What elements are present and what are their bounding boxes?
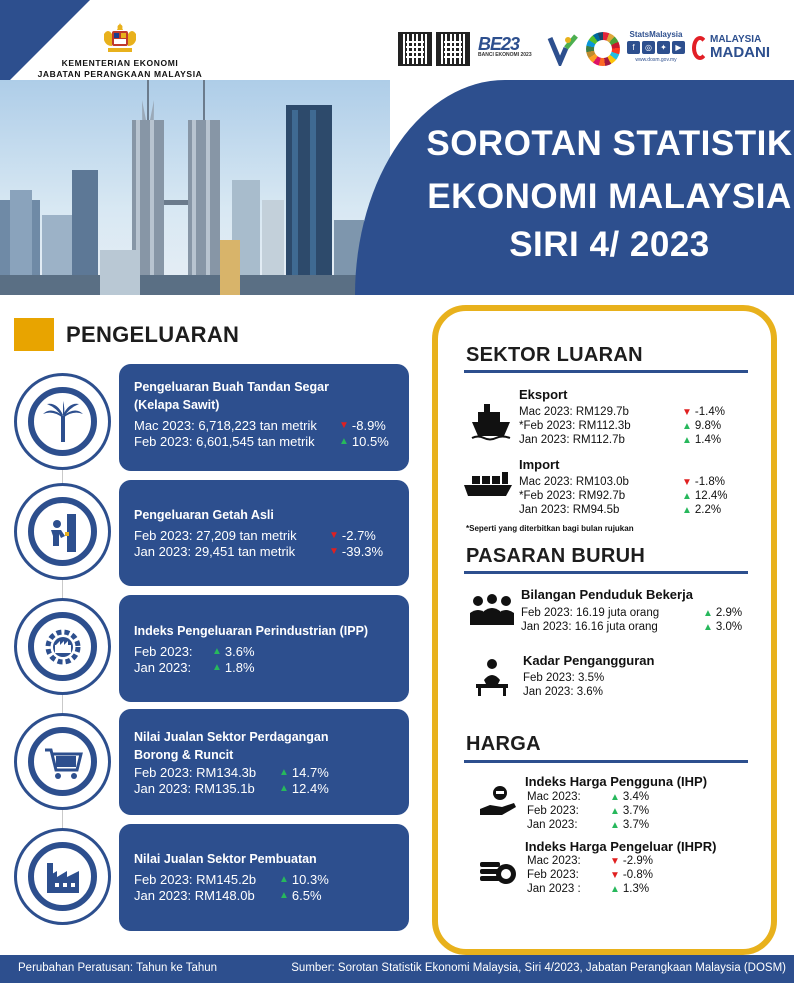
up-arrow-icon: ▲ [682, 421, 692, 432]
bekerja-row-label: Feb 2023: 16.19 juta orang [521, 607, 660, 619]
qr-code-icon[interactable] [398, 32, 432, 66]
row-value: 14.7% [291, 765, 329, 780]
row-label: Feb 2023: 6,601,545 tan metrik [134, 434, 315, 449]
up-arrow-icon: ▲ [610, 792, 620, 803]
retail-icon-badge [14, 713, 111, 810]
twitter-icon[interactable]: ✦ [657, 41, 670, 54]
row-value: 3.6% [224, 644, 255, 659]
madani-line-1: MALAYSIA [710, 34, 762, 45]
ihpr-title: Indeks Harga Pengeluar (IHPR) [525, 839, 717, 854]
import-row-value [682, 503, 721, 518]
card-row [119, 644, 409, 660]
ihp-title: Indeks Harga Pengguna (IHP) [525, 774, 708, 789]
malaysia-crest-icon [100, 22, 140, 56]
facebook-icon[interactable]: f [627, 41, 640, 54]
bekerja-row-label: Jan 2023: 16.16 juta orang [521, 621, 658, 633]
row-value: 1.8% [224, 660, 255, 675]
card-row [119, 765, 409, 781]
row-label: Feb 2023: RM134.3b [134, 765, 257, 780]
ihpr-row-value [610, 868, 653, 883]
row-label: Jan 2023: 29,451 tan metrik [134, 544, 296, 559]
row-value: 12.4% [291, 781, 329, 796]
ipp-icon-badge [14, 598, 111, 695]
footer-bar [0, 955, 794, 983]
section-rule [464, 571, 748, 574]
banci-logo-subtext: BANCI EKONOMI 2023 [478, 52, 532, 58]
card-buah-tandan-segar [119, 364, 409, 471]
up-arrow-icon: ▲ [279, 874, 289, 885]
row-value: -39.3% [341, 544, 384, 559]
gov-line-1: KEMENTERIAN EKONOMI [61, 58, 179, 68]
up-arrow-icon: ▲ [703, 608, 713, 619]
card-heading: Pengeluaran Getah Asli [134, 508, 274, 522]
factory-gear-icon [41, 625, 85, 669]
card-row [119, 888, 409, 904]
ihp-row-value [610, 790, 649, 805]
down-arrow-icon: ▼ [329, 530, 339, 541]
down-arrow-icon: ▼ [610, 856, 620, 867]
sdg-wheel-icon [586, 32, 620, 66]
card-perdagangan [119, 709, 409, 815]
banci-logo-text: BE23 [478, 34, 520, 54]
kl-skyline-image [0, 80, 390, 295]
youtube-icon[interactable]: ▶ [672, 41, 685, 54]
stats-malaysia-text: StatsMalaysia [629, 30, 683, 39]
import-row-label: *Feb 2023: RM92.7b [519, 490, 626, 502]
partner-logo-strip [396, 30, 792, 70]
manufacturing-icon-badge [14, 828, 111, 925]
up-arrow-icon: ▲ [279, 767, 289, 778]
value-text: -0.8% [622, 869, 653, 881]
factory-icon [41, 855, 85, 899]
shopping-cart-icon [41, 740, 85, 784]
skyline-illustration [0, 80, 390, 295]
import-row-value [682, 489, 728, 504]
gov-line-2: JABATAN PERANGKAAN MALAYSIA [37, 69, 203, 79]
card-ipp [119, 595, 409, 702]
title-line-3: SIRI 4/ 2023 [509, 225, 710, 264]
down-arrow-icon: ▼ [610, 870, 620, 881]
bekerja-row-value [703, 620, 742, 635]
value-text: 3.7% [622, 805, 650, 817]
card-heading: Nilai Jualan Sektor Perdagangan [134, 730, 329, 744]
row-label: Mac 2023: 6,718,223 tan metrik [134, 418, 317, 433]
stats-malaysia-logo [624, 30, 688, 63]
card-row [119, 660, 409, 676]
ihp-row-label: Mac 2023: [527, 791, 581, 803]
title-line-2: EKONOMI MALAYSIA [427, 177, 792, 216]
value-text: 9.8% [694, 420, 722, 432]
eksport-row-label: Mac 2023: RM129.7b [519, 406, 629, 418]
bekerja-title: Bilangan Penduduk Bekerja [521, 587, 693, 602]
up-arrow-icon: ▲ [212, 662, 222, 673]
row-label: Jan 2023: [134, 660, 192, 675]
gov-logo-block [30, 22, 210, 80]
madani-crescent-icon [692, 36, 708, 60]
pasaran-buruh-title: PASARAN BURUH [466, 545, 646, 567]
row-label: Feb 2023: RM145.2b [134, 872, 257, 887]
footer-left-note: Perubahan Peratusan: Tahun ke Tahun [18, 962, 218, 974]
up-arrow-icon: ▲ [339, 436, 349, 447]
up-arrow-icon: ▲ [703, 622, 713, 633]
row-value: 10.5% [351, 434, 389, 449]
row-value: 6.5% [291, 888, 322, 903]
card-heading-2: Borong & Runcit [134, 748, 234, 762]
ihpr-row-value [610, 882, 649, 897]
footnote: *Seperti yang diterbitkan bagi bulan rujukan [466, 524, 634, 533]
value-text: 1.3% [622, 883, 650, 895]
section-rule [464, 760, 748, 763]
row-value: 10.3% [291, 872, 329, 887]
v-brand-logo-icon [546, 32, 580, 66]
ihpr-row-value [610, 854, 653, 869]
up-arrow-icon: ▲ [212, 646, 222, 657]
up-arrow-icon: ▲ [610, 820, 620, 831]
palm-oil-icon-badge [14, 373, 111, 470]
title-line-1: SOROTAN STATISTIK [426, 124, 793, 163]
malaysia-madani-logo [692, 34, 792, 60]
title-panel [355, 80, 794, 295]
up-arrow-icon: ▲ [279, 890, 289, 901]
card-row [119, 872, 409, 888]
card-heading: Indeks Pengeluaran Perindustrian (IPP) [134, 624, 369, 638]
eksport-row-label: Jan 2023: RM112.7b [519, 434, 625, 446]
eksport-row-value [682, 419, 721, 434]
down-arrow-icon: ▼ [339, 420, 349, 431]
up-arrow-icon: ▲ [682, 435, 692, 446]
sektor-luaran-title: SEKTOR LUARAN [466, 344, 643, 366]
import-title: Import [519, 457, 560, 472]
up-arrow-icon: ▲ [682, 491, 692, 502]
down-arrow-icon: ▼ [329, 546, 339, 557]
card-row [119, 781, 409, 797]
section-rule [464, 370, 748, 373]
ihpr-row-label: Mac 2023: [527, 855, 581, 867]
ihp-row-value [610, 818, 649, 833]
card-row [119, 418, 409, 434]
value-text: 12.4% [694, 490, 728, 502]
pengangguran-row-label: Feb 2023: 3.5% [523, 672, 605, 684]
value-text: -2.9% [622, 855, 653, 867]
pengeluaran-section-header [18, 318, 239, 351]
eksport-row-value [682, 433, 721, 448]
down-arrow-icon: ▼ [682, 407, 692, 418]
unemployed-person-icon [472, 656, 512, 696]
ihp-row-label: Feb 2023: [527, 805, 579, 817]
card-row [119, 434, 409, 450]
qr-code-icon[interactable] [436, 32, 470, 66]
pengangguran-title: Kadar Pengangguran [523, 653, 655, 668]
eksport-row-value [682, 405, 725, 420]
hand-coin-icon [478, 785, 518, 819]
value-text: 1.4% [694, 434, 722, 446]
down-arrow-icon: ▼ [682, 477, 692, 488]
dosm-url[interactable]: www.dosm.gov.my [635, 57, 677, 63]
rubber-tapper-icon [41, 510, 85, 554]
banci-ekonomi-logo [478, 34, 542, 64]
pengeluaran-title: PENGELUARAN [66, 321, 240, 347]
card-pembuatan [119, 824, 409, 931]
row-value: -2.7% [341, 528, 376, 543]
card-heading: Pengeluaran Buah Tandan Segar [134, 380, 329, 394]
card-getah-asli [119, 480, 409, 586]
cargo-ship-icon [470, 400, 512, 442]
eksport-title: Eksport [519, 387, 568, 402]
value-text: 3.4% [622, 791, 650, 803]
rubber-icon-badge [14, 483, 111, 580]
import-row-label: Jan 2023: RM94.5b [519, 504, 620, 516]
container-ship-icon [462, 470, 514, 500]
pengangguran-row-label: Jan 2023: 3.6% [523, 686, 603, 698]
section-accent-box [18, 318, 60, 351]
card-heading: Nilai Jualan Sektor Pembuatan [134, 852, 317, 866]
row-label: Jan 2023: RM148.0b [134, 888, 255, 903]
value-text: 2.2% [694, 504, 722, 516]
eksport-row-label: *Feb 2023: RM112.3b [519, 420, 631, 432]
value-text: -1.4% [694, 406, 725, 418]
up-arrow-icon: ▲ [610, 884, 620, 895]
value-text: 3.7% [622, 819, 650, 831]
palm-tree-icon [41, 400, 85, 444]
up-arrow-icon: ▲ [610, 806, 620, 817]
up-arrow-icon: ▲ [682, 505, 692, 516]
ihpr-row-label: Feb 2023: [527, 869, 579, 881]
ihpr-row-label: Jan 2023 : [527, 883, 581, 895]
harga-title: HARGA [466, 733, 541, 755]
instagram-icon[interactable]: ◎ [642, 41, 655, 54]
import-row-label: Mac 2023: RM103.0b [519, 476, 629, 488]
card-row [119, 528, 409, 544]
header [0, 0, 794, 295]
workers-group-icon [468, 593, 516, 627]
row-value: -8.9% [351, 418, 386, 433]
value-text: 3.0% [715, 621, 743, 633]
ihp-row-value [610, 804, 649, 819]
import-row-value [682, 475, 725, 490]
up-arrow-icon: ▲ [279, 783, 289, 794]
row-label: Jan 2023: RM135.1b [134, 781, 255, 796]
ihp-row-label: Jan 2023: [527, 819, 578, 831]
card-heading-2: (Kelapa Sawit) [134, 398, 220, 412]
row-label: Feb 2023: [134, 644, 193, 659]
value-text: 2.9% [715, 607, 743, 619]
coin-stack-icon [478, 858, 518, 888]
footer-source: Sumber: Sorotan Statistik Ekonomi Malaysia, Siri 4/2023, Jabatan Perangkaan Malaysia (DOSM) [291, 962, 786, 974]
card-row [119, 544, 409, 560]
row-label: Feb 2023: 27,209 tan metrik [134, 528, 297, 543]
madani-line-2: MADANI [710, 44, 770, 61]
bekerja-row-value [703, 606, 742, 621]
value-text: -1.8% [694, 476, 725, 488]
